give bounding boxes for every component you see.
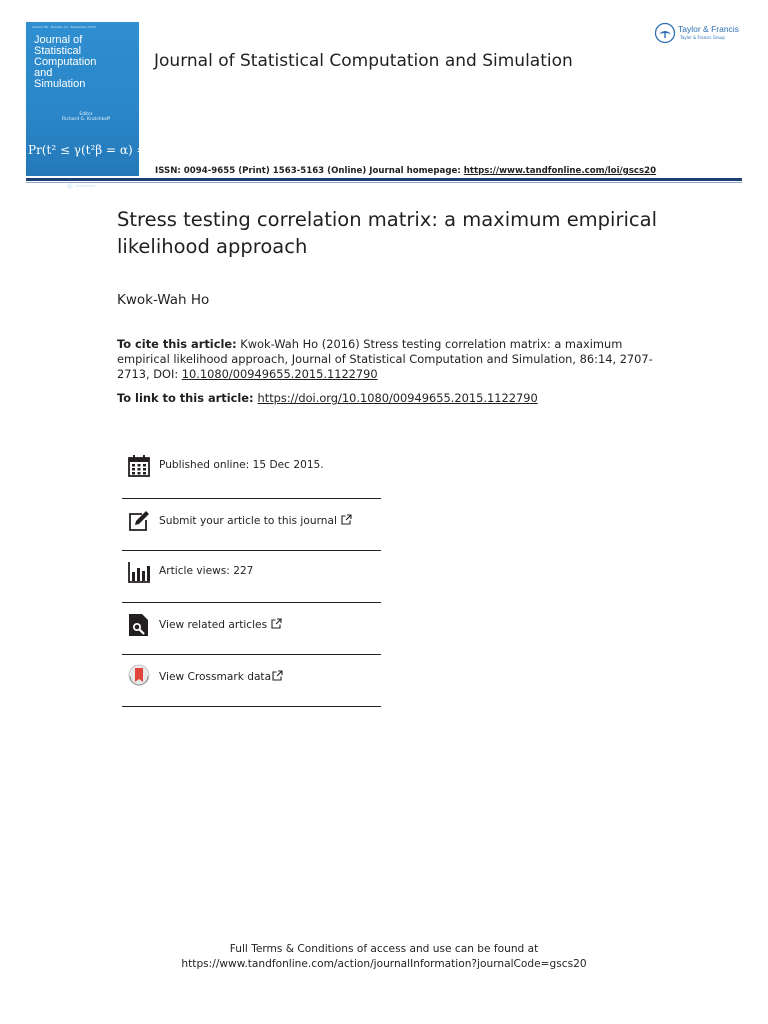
external-link-icon [271, 618, 282, 629]
related-articles-label: View related articles [159, 619, 268, 631]
cover-title-line: Computation [34, 56, 97, 68]
cover-editor-label: Editor [79, 112, 93, 117]
doi-link[interactable]: 10.1080/00949655.2015.1122790 [181, 367, 378, 381]
cover-issue-line: Volume 86 · Number 14 · September 2016 [32, 25, 96, 29]
crossmark-icon [127, 664, 151, 692]
header-rule [26, 178, 742, 181]
cite-text: Kwok-Wah Ho (2016) Stress testing correlation matrix: a maximum empirical likelihood approach, Journal of Statistical Computation and Simulation, 86:14, 2707-2713, DOI: [117, 337, 653, 381]
journal-title: Journal of Statistical Computation and Simulation [154, 51, 573, 71]
cover-publisher-logo-icon [66, 182, 96, 190]
submit-article-label: Submit your article to this journal [159, 515, 337, 527]
article-views-item [122, 551, 381, 603]
submit-article-item[interactable] [122, 499, 381, 551]
cover-formula: Pr(t² ≤ γ(t²β = α) = Pr [28, 143, 165, 157]
issn-line [155, 166, 656, 176]
crossmark-link[interactable] [159, 670, 283, 683]
published-online-item [122, 444, 381, 499]
crossmark-item[interactable] [122, 655, 381, 707]
cover-editor [46, 112, 126, 122]
publisher-group: Taylor & Francis Group [680, 35, 725, 40]
footer-terms [0, 942, 768, 972]
cite-label: To cite this article: [117, 337, 237, 351]
cover-title [34, 35, 134, 90]
cover-title-line: Statistical [34, 45, 82, 57]
taylor-francis-logo-icon [654, 22, 676, 44]
link-label: To link to this article: [117, 391, 258, 405]
article-title: Stress testing correlation matrix: a maximum empirical likelihood approach [117, 208, 658, 258]
related-articles-link[interactable] [159, 618, 282, 631]
external-link-icon [341, 514, 352, 525]
article-author: Kwok-Wah Ho [117, 292, 210, 308]
journal-cover-image [26, 22, 165, 176]
cover-title-line: Simulation [34, 78, 86, 90]
edit-pencil-icon [127, 509, 151, 533]
related-articles-item[interactable] [122, 603, 381, 655]
cover-title-line: Journal of [34, 34, 83, 46]
article-info-list [122, 444, 381, 707]
footer-terms-url: https://www.tandfonline.com/action/journalInformation?journalCode=gscs20 [181, 958, 587, 970]
journal-homepage-link[interactable]: https://www.tandfonline.com/loi/gscs20 [463, 166, 657, 176]
submit-article-link[interactable] [159, 514, 352, 527]
footer-terms-line: Full Terms & Conditions of access and use can be found at [229, 943, 539, 955]
cover-editor-name: Richard G. Krutchkoff [62, 117, 110, 122]
bar-chart-icon [127, 560, 151, 584]
header-rule-thin [26, 182, 742, 183]
crossmark-label: View Crossmark data [159, 671, 272, 683]
publisher-name: Taylor & Francis [678, 24, 739, 34]
article-doi-url-link[interactable]: https://doi.org/10.1080/00949655.2015.1122790 [257, 391, 538, 405]
article-link-line [117, 391, 538, 405]
related-articles-search-icon [127, 613, 151, 637]
citation-block [117, 337, 657, 382]
issn-text: ISSN: 0094-9655 (Print) 1563-5163 (Online) Journal homepage: [155, 166, 464, 176]
published-online-text: Published online: 15 Dec 2015. [159, 459, 324, 471]
article-views-text: Article views: 227 [159, 565, 254, 577]
cover-title-line: and [34, 67, 53, 79]
calendar-icon [127, 454, 151, 478]
external-link-icon [272, 670, 283, 681]
